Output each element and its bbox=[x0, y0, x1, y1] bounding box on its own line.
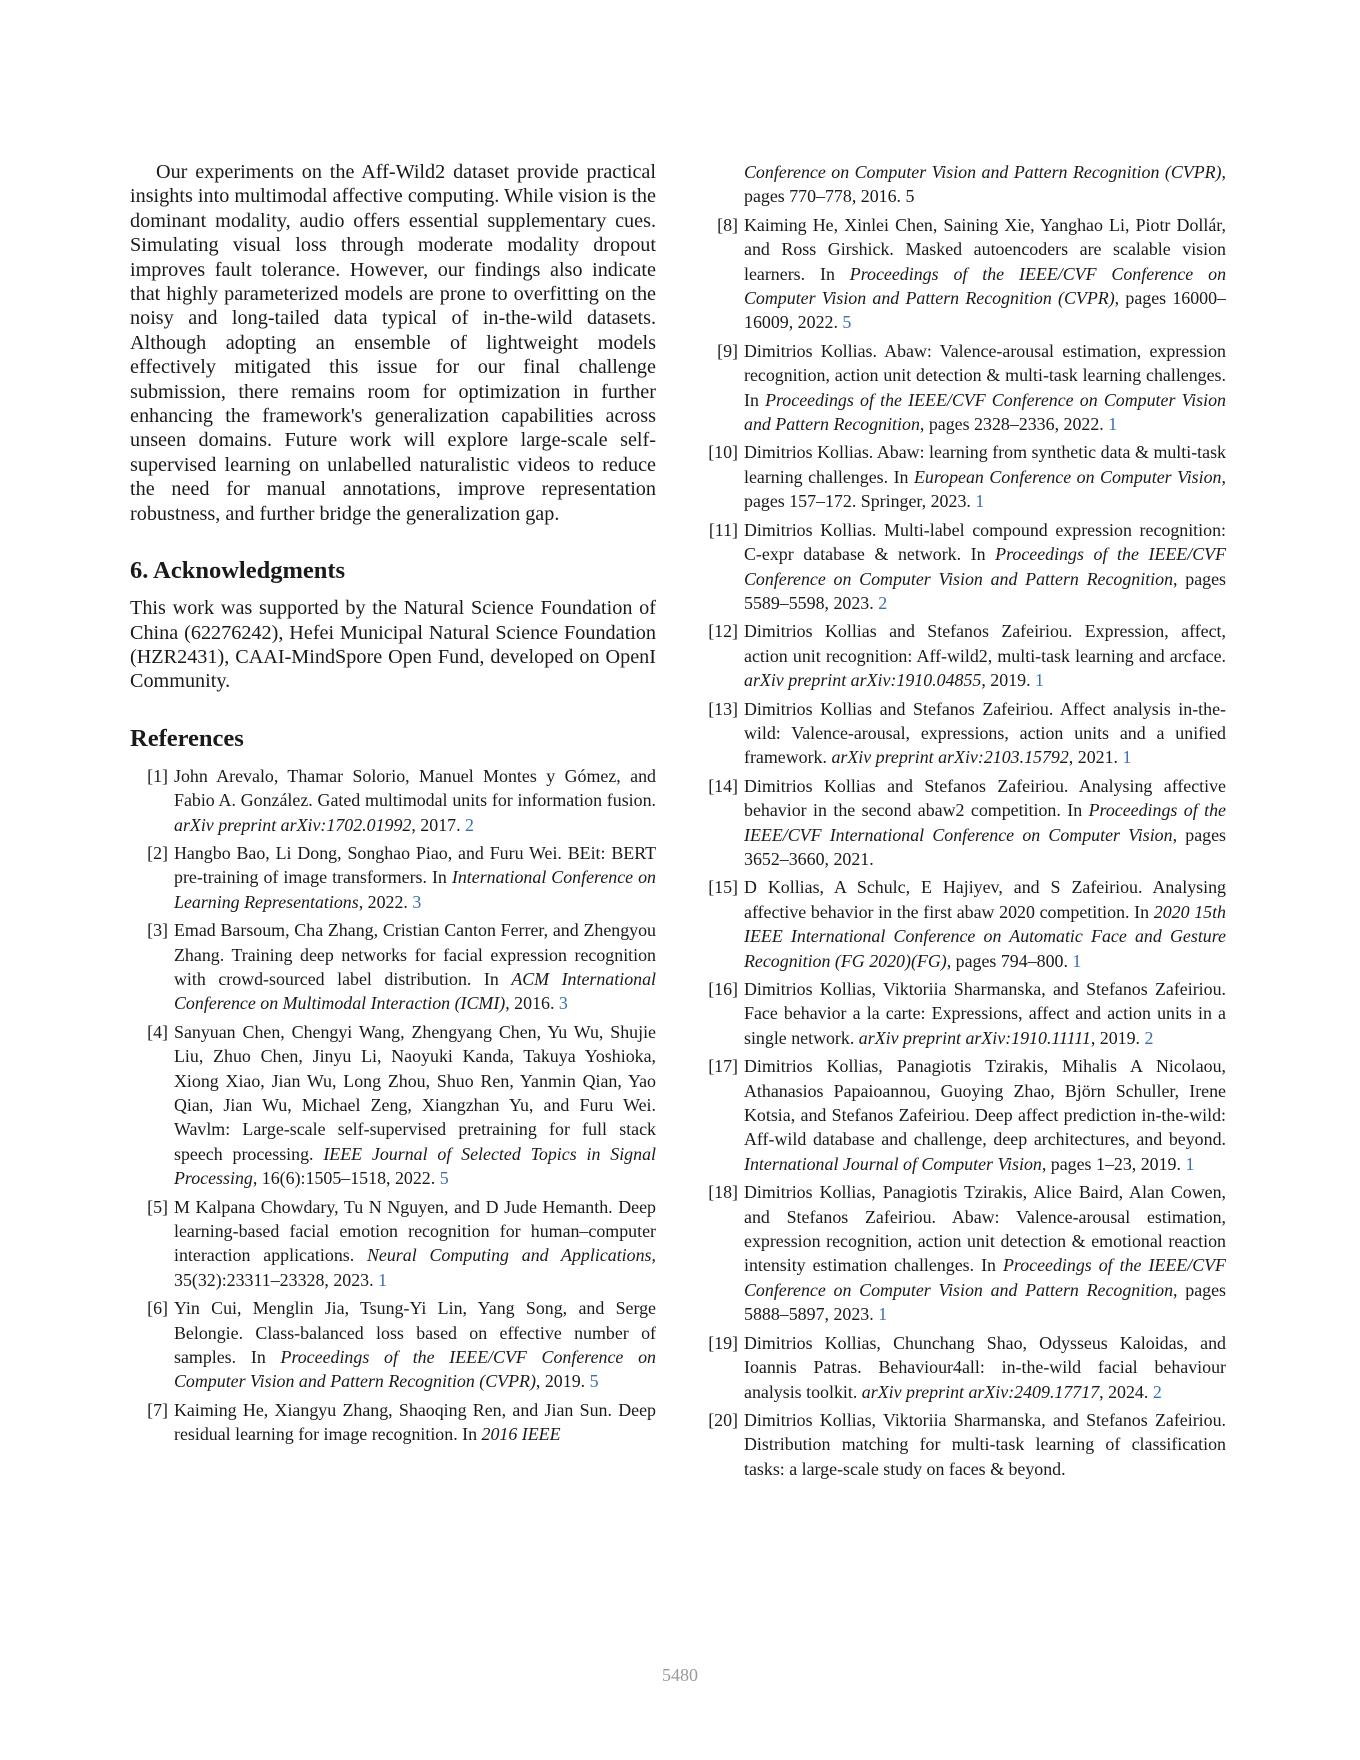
reference-details: , pages 157–172. Springer, 2023. bbox=[744, 466, 1226, 512]
reference-details: , pages 5888–5897, 2023. bbox=[744, 1279, 1226, 1325]
acknowledgments-paragraph: This work was supported by the Natural Science Foundation of China (62276242), Hefei Municipal Natural Science Foundation (HZR2431), CAAI-MindSpore Open Fund, developed on OpenI Community. bbox=[130, 597, 656, 693]
reference-venue: arXiv preprint arXiv:2103.15792 bbox=[831, 747, 1069, 768]
reference-text: Dimitrios Kollias, Panagiotis Tzirakis, Alice Baird, Alan Cowen, and Stefanos Zafeiriou. Abaw: Valence-arousal estimation, expression recognition, action unit detection & emotional reaction intensity estimation challenges. In bbox=[744, 1182, 1226, 1276]
reference-backlink[interactable]: 5 bbox=[439, 1168, 449, 1189]
reference-venue: Proceedings of the IEEE/CVF Conference on Computer Vision and Pattern Recognition (CVPR) bbox=[744, 263, 1227, 309]
reference-item bbox=[700, 518, 1226, 616]
reference-item bbox=[130, 918, 656, 1016]
reference-details: , pages 5589–5598, 2023. bbox=[744, 568, 1226, 613]
reference-text: John Arevalo, Thamar Solorio, Manuel Montes y Gómez, and Fabio A. González. Gated multimodal units for information fusion. bbox=[174, 765, 656, 811]
reference-text: Kaiming He, Xinlei Chen, Saining Xie, Yanghao Li, Piotr Dollár, and Ross Girshick. Masked autoencoders are scalable vision learners. In bbox=[744, 214, 1226, 284]
reference-venue: Proceedings of the IEEE/CVF Conference on Computer Vision and Pattern Recognition bbox=[744, 389, 1226, 435]
reference-backlink[interactable]: 5 bbox=[589, 1371, 599, 1392]
reference-number: [20] bbox=[708, 1409, 738, 1430]
reference-details: , 2016. bbox=[505, 993, 559, 1014]
reference-venue: 2020 15th IEEE International Conference on Automatic Face and Gesture Recognition (FG 2020)(FG) bbox=[744, 901, 1226, 971]
reference-backlink[interactable]: 1 bbox=[1122, 747, 1132, 768]
reference-text: Kaiming He, Xiangyu Zhang, Shaoqing Ren, and Jian Sun. Deep residual learning for image recognition. In bbox=[174, 1399, 656, 1445]
reference-text: Dimitrios Kollias. Abaw: learning from synthetic data & multi-task learning challenges. In bbox=[744, 442, 1226, 487]
reference-backlink[interactable]: 1 bbox=[1185, 1153, 1195, 1174]
reference-details: , 2022. bbox=[358, 891, 413, 912]
reference-details: , 2019. bbox=[535, 1371, 590, 1392]
reference-item bbox=[130, 1398, 656, 1447]
reference-text: Yin Cui, Menglin Jia, Tsung-Yi Lin, Yang Song, and Serge Belongie. Class-balanced loss based on effective number of samples. In bbox=[174, 1298, 656, 1368]
reference-number: [11] bbox=[708, 519, 738, 540]
reference-details: , 2019. bbox=[981, 670, 1036, 691]
reference-number: [10] bbox=[708, 442, 738, 463]
reference-number: [17] bbox=[708, 1056, 738, 1077]
reference-text: Emad Barsoum, Cha Zhang, Cristian Canton Ferrer, and Zhengyou Zhang. Training deep networks for facial expression recognition with crowd-sourced label distribution. In bbox=[174, 920, 656, 989]
reference-backlink[interactable]: 1 bbox=[878, 1304, 888, 1325]
reference-text: Dimitrios Kollias and Stefanos Zafeiriou. Expression, affect, action unit recognition: Aff-wild2, multi-task learning and arcface. bbox=[744, 621, 1226, 666]
reference-text: Dimitrios Kollias, Viktoriia Sharmanska, and Stefanos Zafeiriou. Face behavior a la carte: Expressions, affect and action units in a single network. bbox=[744, 979, 1226, 1048]
reference-item bbox=[700, 1054, 1226, 1176]
reference-backlink[interactable]: 2 bbox=[1144, 1027, 1154, 1048]
reference-details: , 2021. bbox=[1068, 747, 1123, 768]
reference-venue: IEEE Journal of Selected Topics in Signal Processing bbox=[174, 1143, 656, 1189]
reference-text: Dimitrios Kollias, Chunchang Shao, Odysseus Kaloidas, and Ioannis Patras. Behaviour4all: in-the-wild facial behaviour analysis toolkit. bbox=[744, 1332, 1226, 1402]
reference-venue: 2016 IEEE bbox=[481, 1424, 561, 1445]
reference-details: , pages 2328–2336, 2022. bbox=[919, 414, 1109, 435]
reference-text: Dimitrios Kollias, Viktoriia Sharmanska, and Stefanos Zafeiriou. Distribution matching for multi-task learning of classification tasks: a large-scale study on faces & beyond. bbox=[744, 1409, 1226, 1479]
reference-item bbox=[700, 440, 1226, 513]
reference-item bbox=[700, 774, 1226, 872]
reference-details: , 2019. bbox=[1090, 1027, 1145, 1048]
reference-number: [19] bbox=[708, 1332, 738, 1353]
reference-item bbox=[130, 841, 656, 914]
reference-backlink[interactable]: 1 bbox=[1035, 670, 1044, 691]
reference-backlink[interactable]: 1 bbox=[1072, 950, 1082, 971]
reference-backlink[interactable]: 2 bbox=[1152, 1381, 1162, 1402]
reference-backlink[interactable]: 1 bbox=[975, 491, 985, 512]
reference-number: [4] bbox=[147, 1021, 168, 1042]
reference-venue: Proceedings of the IEEE/CVF International Conference on Computer Vision bbox=[744, 800, 1226, 845]
reference-details: , pages 3652–3660, 2021. bbox=[744, 824, 1226, 869]
reference-text: Hangbo Bao, Li Dong, Songhao Piao, and Furu Wei. BEit: BERT pre-training of image transformers. In bbox=[174, 842, 656, 888]
reference-venue: Proceedings of the IEEE/CVF Conference on Computer Vision and Pattern Recognition (CVPR) bbox=[174, 1347, 656, 1392]
reference-7-continuation bbox=[700, 160, 1226, 209]
reference-details: , 16(6):1505–1518, 2022. bbox=[252, 1168, 440, 1189]
reference-text: Dimitrios Kollias. Multi-label compound expression recognition: C-expr database & network. In bbox=[744, 519, 1226, 565]
reference-item bbox=[700, 213, 1226, 335]
acknowledgments-heading: 6. Acknowledgments bbox=[130, 557, 346, 585]
reference-number: [15] bbox=[708, 877, 738, 898]
reference-venue: European Conference on Computer Vision bbox=[913, 466, 1222, 487]
reference-venue: arXiv preprint arXiv:2409.17717 bbox=[861, 1381, 1100, 1402]
reference-item bbox=[130, 764, 656, 837]
reference-item bbox=[700, 1408, 1226, 1481]
reference-number: [8] bbox=[717, 214, 738, 235]
reference-number: [13] bbox=[708, 698, 738, 719]
reference-venue: Neural Computing and Applications bbox=[366, 1245, 652, 1266]
reference-number: [7] bbox=[147, 1399, 168, 1420]
reference-7-pages: , pages 770–778, 2016. bbox=[744, 162, 1226, 207]
reference-details: , pages 16000–16009, 2022. bbox=[744, 288, 1227, 333]
reference-number: [2] bbox=[147, 842, 168, 863]
reference-text: Dimitrios Kollias, Panagiotis Tzirakis, Mihalis A Nicolaou, Athanasios Papaioannou, Guoying Zhao, Björn Schuller, Irene Kotsia, and Stefanos Zafeiriou. Deep affect prediction in-the-wild: Aff-wild database and challenge, deep architectures, and beyond. bbox=[744, 1056, 1226, 1150]
reference-number: [18] bbox=[708, 1182, 738, 1203]
reference-list-left bbox=[130, 764, 656, 1447]
reference-backlink[interactable]: 1 bbox=[378, 1269, 388, 1290]
reference-backlink[interactable]: 2 bbox=[465, 814, 474, 835]
reference-venue: arXiv preprint arXiv:1910.04855 bbox=[744, 670, 982, 691]
page-number: 5480 bbox=[662, 1665, 698, 1685]
reference-venue: International Journal of Computer Vision bbox=[744, 1153, 1042, 1174]
reference-text: Dimitrios Kollias and Stefanos Zafeiriou. Analysing affective behavior in the second abaw2 competition. In bbox=[744, 775, 1226, 821]
references-heading: References bbox=[130, 724, 244, 752]
reference-details: , 35(32):23311–23328, 2023. bbox=[174, 1245, 656, 1290]
reference-backlink[interactable]: 3 bbox=[412, 891, 422, 912]
reference-backlink[interactable]: 5 bbox=[842, 312, 852, 333]
reference-text: Dimitrios Kollias and Stefanos Zafeiriou. Affect analysis in-the-wild: Valence-arousal, expressions, action units and a unified framework. bbox=[744, 698, 1226, 768]
reference-text: Sanyuan Chen, Chengyi Wang, Zhengyang Chen, Yu Wu, Shujie Liu, Zhuo Chen, Jinyu Li, Naoyuki Kanda, Takuya Yoshioka, Xiong Xiao, Jian Wu, Long Zhou, Shuo Ren, Yanmin Qian, Yao Qian, Jian Wu, Michael Zeng, Xiangzhan Yu, and Furu Wei. Wavlm: Large-scale self-supervised pretraining for full stack speech processing. bbox=[174, 1021, 656, 1164]
reference-item bbox=[700, 977, 1226, 1050]
reference-item bbox=[130, 1195, 656, 1293]
reference-text: M Kalpana Chowdary, Tu N Nguyen, and D Jude Hemanth. Deep learning-based facial emotion recognition for human–computer interaction applications. bbox=[174, 1196, 656, 1266]
reference-item bbox=[700, 1180, 1226, 1326]
reference-number: [1] bbox=[147, 765, 168, 786]
reference-details: , pages 794–800. bbox=[946, 950, 1073, 971]
reference-number: [6] bbox=[147, 1298, 168, 1319]
reference-backlink[interactable]: 2 bbox=[878, 592, 888, 613]
reference-item bbox=[700, 875, 1226, 973]
reference-text: Dimitrios Kollias. Abaw: Valence-arousal estimation, expression recognition, action unit detection & multi-task learning challenges. In bbox=[744, 340, 1226, 410]
reference-venue: Proceedings of the IEEE/CVF Conference on Computer Vision and Pattern Recognition bbox=[744, 1255, 1226, 1300]
reference-item bbox=[130, 1020, 656, 1191]
reference-text: D Kollias, A Schulc, E Hajiyev, and S Zafeiriou. Analysing affective behavior in the first abaw 2020 competition. In bbox=[744, 877, 1226, 922]
reference-number: [3] bbox=[147, 920, 168, 941]
reference-venue: International Conference on Learning Representations bbox=[174, 867, 656, 912]
reference-number: [16] bbox=[708, 979, 738, 999]
reference-number: [9] bbox=[717, 340, 738, 361]
reference-item bbox=[700, 339, 1226, 437]
reference-venue: arXiv preprint arXiv:1702.01992 bbox=[174, 814, 412, 835]
left-column bbox=[130, 160, 656, 1451]
reference-item bbox=[700, 1331, 1226, 1404]
reference-number: [5] bbox=[147, 1196, 168, 1217]
reference-details: , 2024. bbox=[1099, 1381, 1153, 1402]
reference-item bbox=[700, 619, 1226, 692]
reference-details: , 2017. bbox=[411, 814, 466, 835]
reference-7-venue: Conference on Computer Vision and Pattern Recognition (CVPR) bbox=[744, 162, 1222, 182]
reference-item bbox=[700, 697, 1226, 770]
reference-item bbox=[130, 1296, 656, 1394]
reference-backlink[interactable]: 3 bbox=[558, 993, 568, 1014]
reference-list-right bbox=[700, 213, 1226, 1481]
reference-backlink[interactable]: 1 bbox=[1108, 414, 1118, 435]
reference-number: [14] bbox=[708, 775, 738, 796]
reference-venue: ACM International Conference on Multimodal Interaction (ICMI) bbox=[174, 968, 657, 1014]
reference-venue: arXiv preprint arXiv:1910.11111 bbox=[858, 1027, 1091, 1048]
reference-details: , pages 1–23, 2019. bbox=[1041, 1153, 1186, 1174]
reference-number: [12] bbox=[708, 621, 738, 642]
right-column bbox=[700, 160, 1226, 1485]
reference-7-backlink[interactable]: 5 bbox=[905, 186, 915, 207]
conclusion-paragraph: Our experiments on the Aff-Wild2 dataset provide practical insights into multimodal affective computing. While vision is the dominant modality, audio offers essential supplementary cues. Simulating visual loss through moderate modality dropout improves fault tolerance. However, our findings also indicate that highly parameterized models are prone to overfitting on the noisy and long-tailed data typical of in-the-wild datasets. Although adopting an ensemble of lightweight models effectively mitigated this issue for our final challenge submission, there remains room for optimization in further enhancing the framework's generalization capabilities across unseen domains. Future work will explore large-scale self-supervised learning on unlabelled naturalistic videos to reduce the need for manual annotations, improve representation robustness, and further bridge the generalization gap. bbox=[130, 161, 656, 525]
reference-venue: Proceedings of the IEEE/CVF Conference on Computer Vision and Pattern Recognition bbox=[744, 544, 1226, 589]
